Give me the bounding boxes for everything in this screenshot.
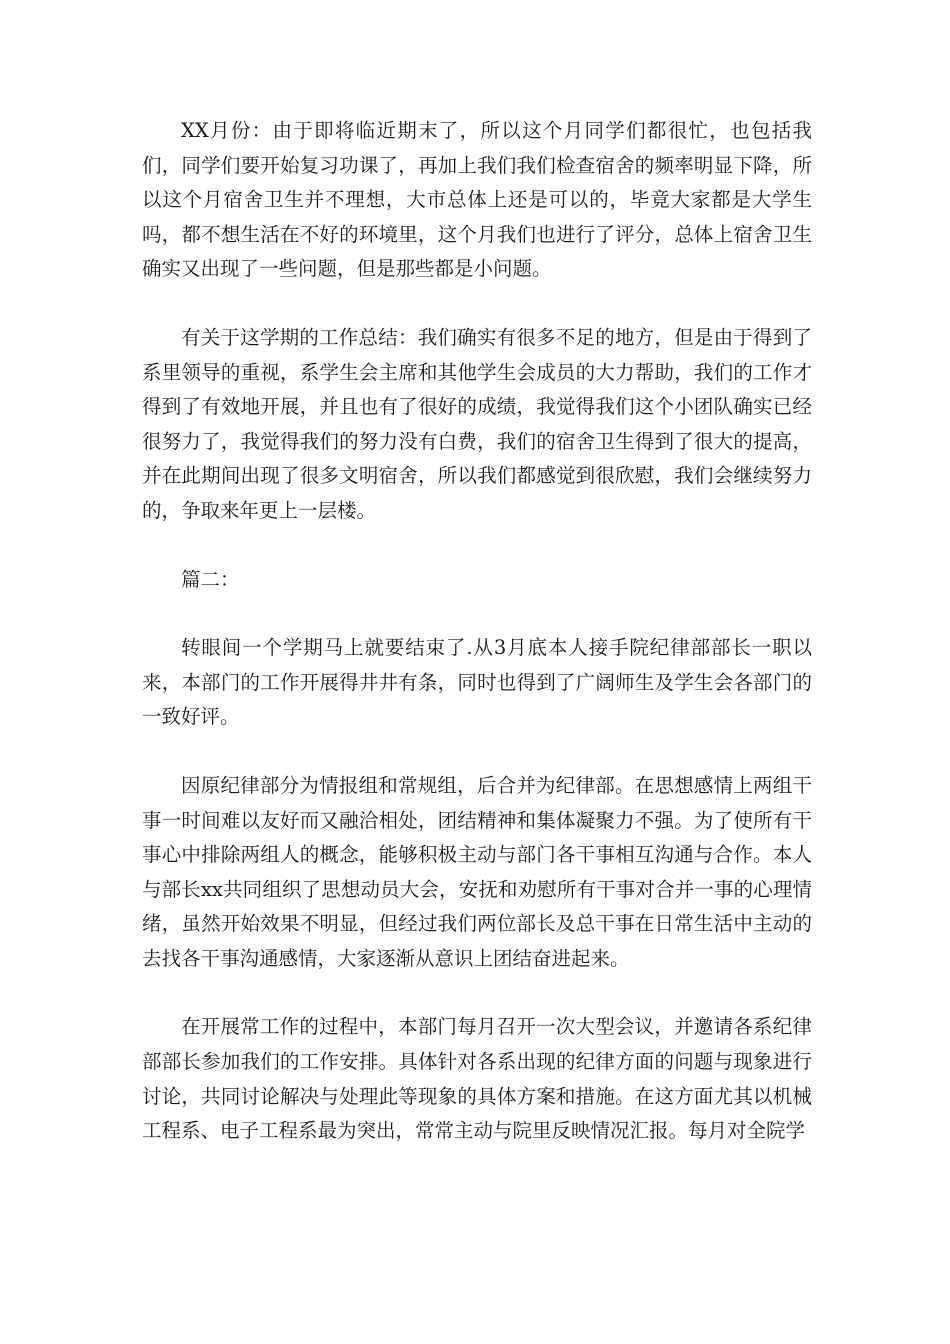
section-heading-part-two: 篇二： — [181, 567, 240, 591]
paragraph-monthly-report: XX月份：由于即将临近期末了，所以这个月同学们都很忙，也包括我们，同学们要开始复习功课了，再加上我们我们检查宿舍的频率明显下降，所以这个月宿舍卫生并不理想，大市总体上还是可以的，毕竟大家都是大学生吗，都不想生活在不好的环境里，这个月我们也进行了评分，总体上宿舍卫生确实又出现了一些问题，但是那些都是小问题。 — [142, 119, 812, 281]
paragraph-intro: 转眼间一个学期马上就要结束了.从3月底本人接手院纪律部部长一职以来，本部门的工作开展得井井有条，同时也得到了广阔师生及学生会各部门的一致好评。 — [142, 636, 812, 729]
paragraph-semester-summary: 有关于这学期的工作总结：我们确实有很多不足的地方，但是由于得到了系里领导的重视，系学生会主席和其他学生会成员的大力帮助，我们的工作才得到了有效地开展，并且也有了很好的成绩，我觉得我们这个小团队确实已经很努力了，我觉得我们的努力没有白费，我们的宿舍卫生得到了很大的提高，并在此期间出现了很多文明宿舍，所以我们都感觉到很欣慰，我们会继续努力的，争取来年更上一层楼。 — [142, 325, 812, 522]
paragraph-meetings: 在开展常工作的过程中，本部门每月召开一次大型会议，并邀请各系纪律部部长参加我们的工作安排。具体针对各系出现的纪律方面的问题与现象进行讨论，共同讨论解决与处理此等现象的具体方案和措施。在这方面尤其以机械工程系、电子工程系最为突出，常常主动与院里反映情况汇报。每月对全院学 — [142, 1015, 812, 1143]
document-body — [142, 114, 812, 1183]
paragraph-department-merge: 因原纪律部分为情报组和常规组，后合并为纪律部。在思想感情上两组干事一时间难以友好而又融洽相处，团结精神和集体凝聚力不强。为了使所有干事心中排除两组人的概念，能够积极主动与部门各干事相互沟通与合作。本人与部长xx共同组织了思想动员大会，安抚和劝慰所有干事对合并一事的心理情绪，虽然开始效果不明显，但经过我们两位部长及总干事在日常生活中主动的去找各干事沟通感情，大家逐渐从意识上团结奋进起来。 — [142, 773, 812, 970]
